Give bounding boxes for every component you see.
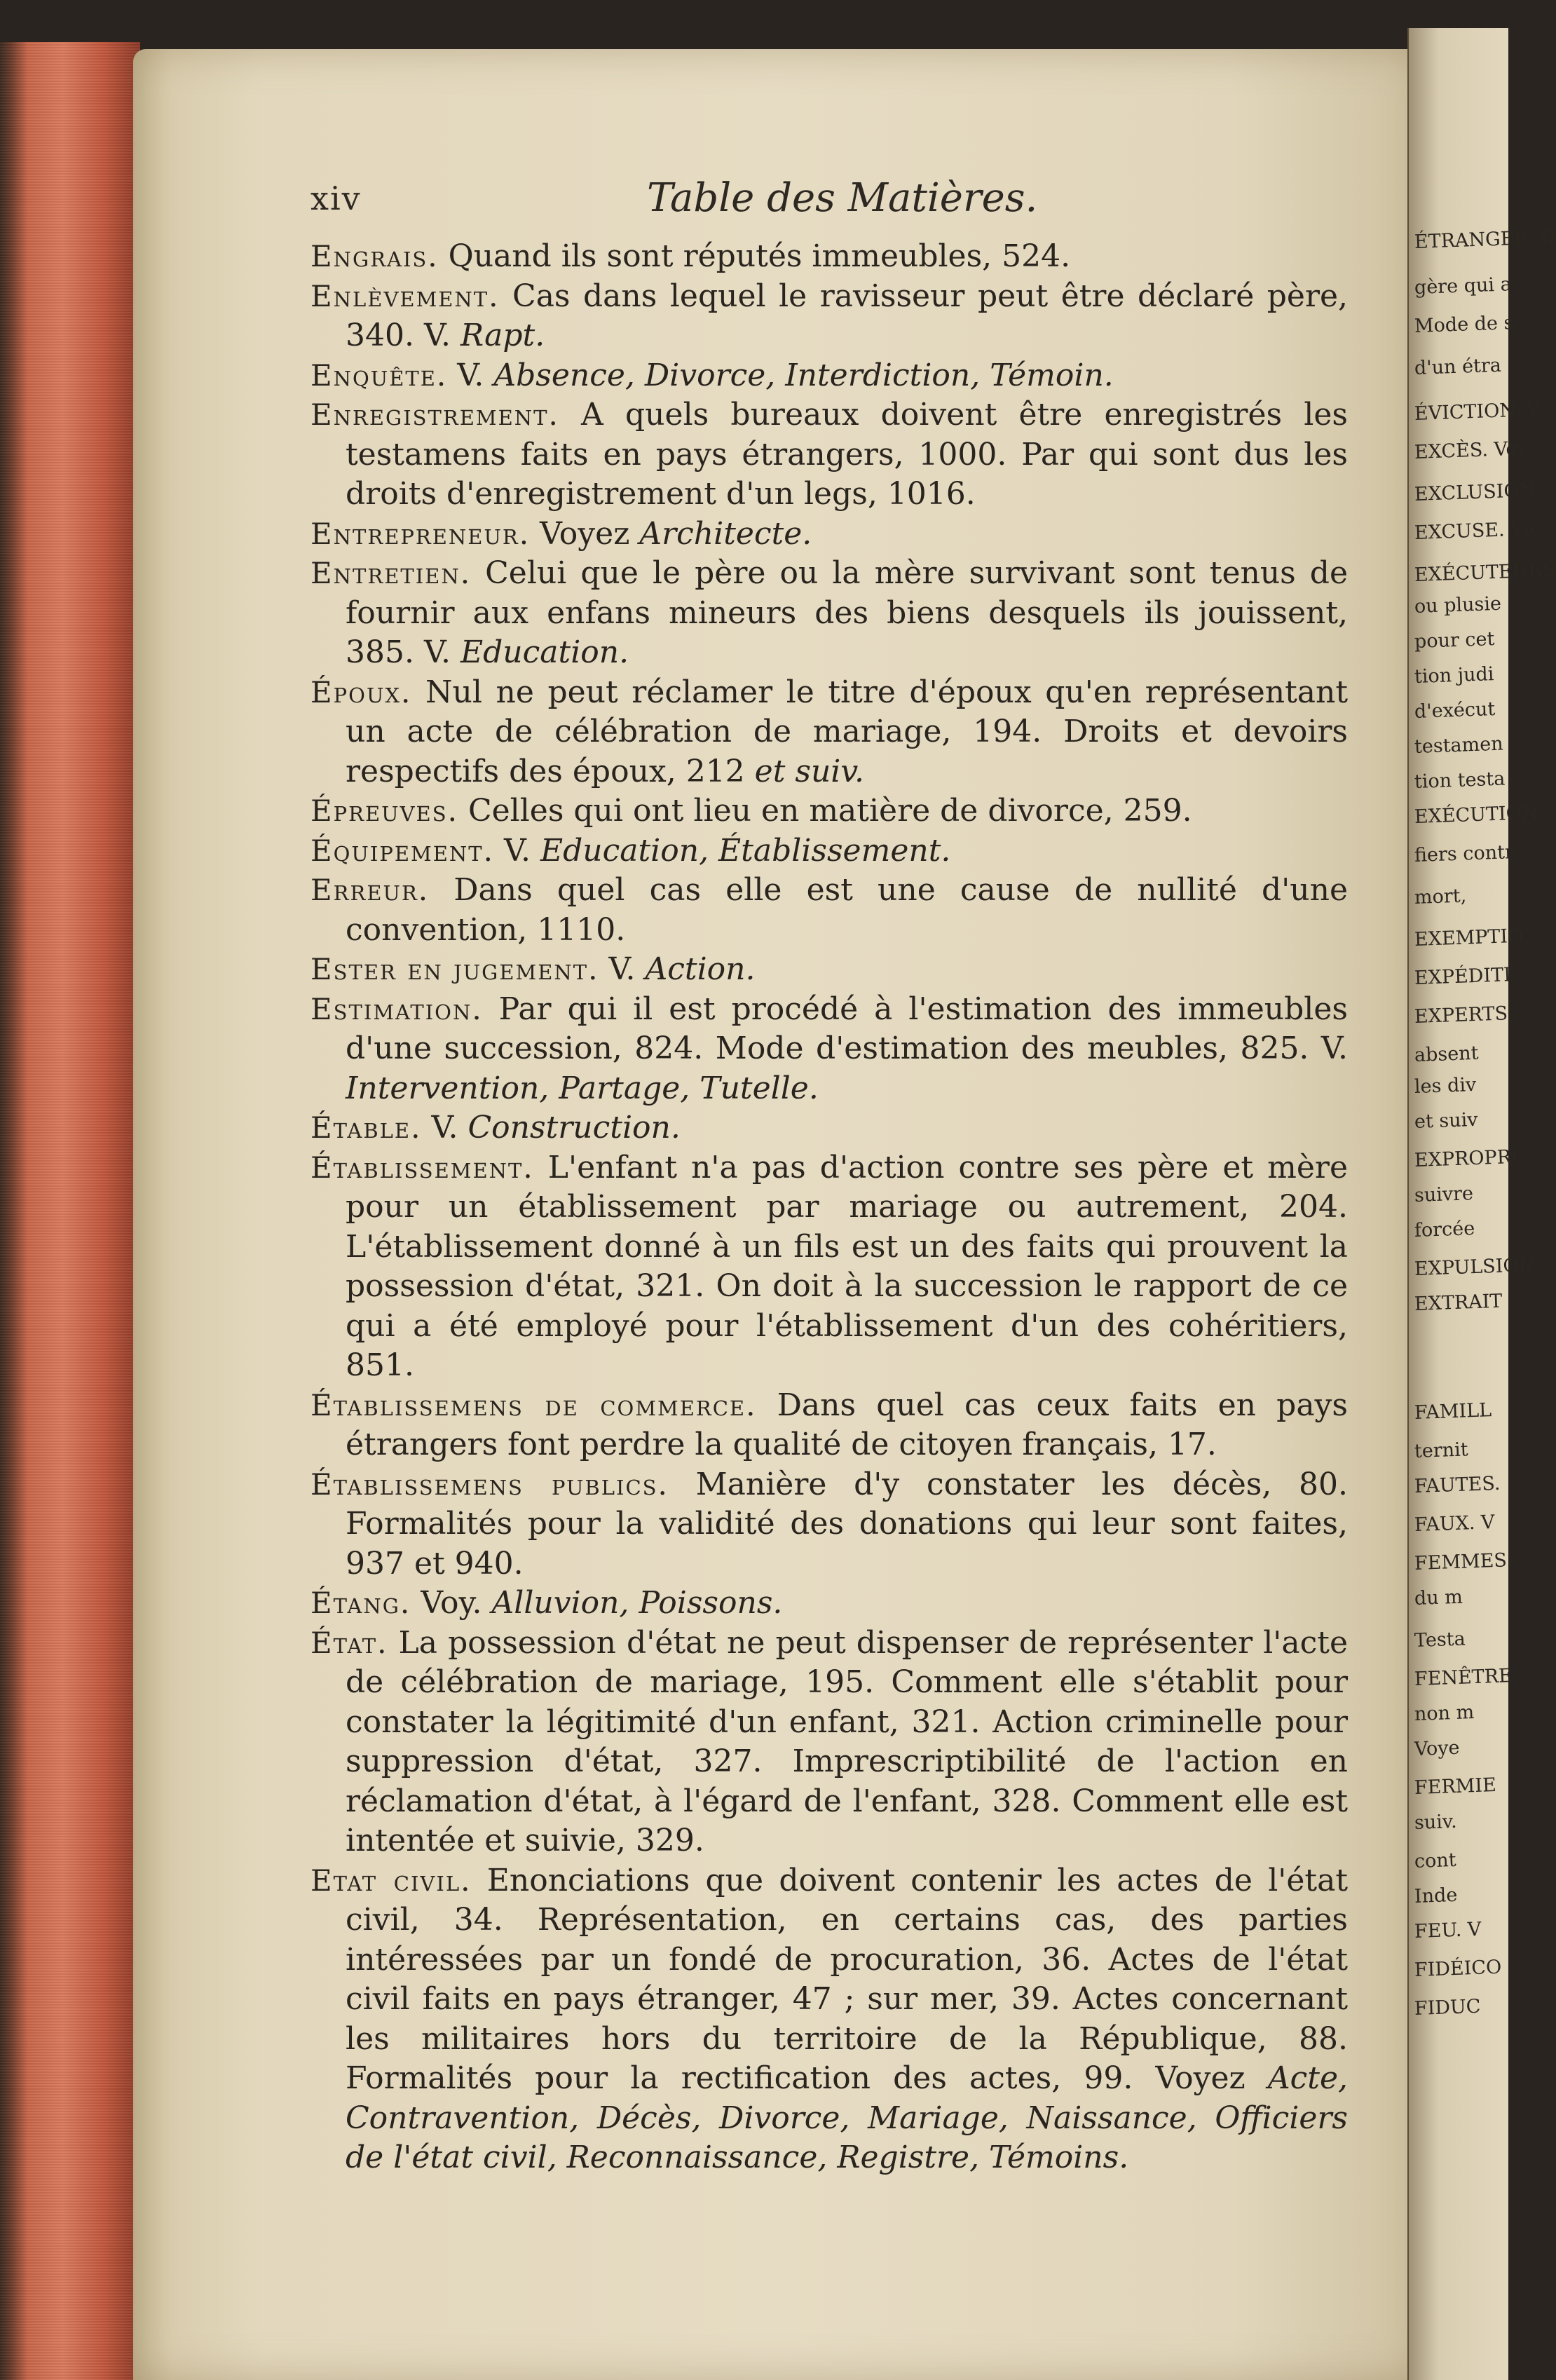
facing-page-fragment: tion judi bbox=[1414, 663, 1494, 688]
index-entry bbox=[310, 1861, 1348, 2178]
entry-text: La possession d'état ne peut dispenser de représenter l'acte de célébration de mariage, 195. Comment elle s'établit pour constater la légitimité d'un enfant, 321. Action criminelle pour suppression d'état, 327. Imprescriptibilité de l'action en réclamation d'état, à l'égard de l'enfant, 328. Comment elle est intentée et suivie, 329. bbox=[346, 1624, 1348, 1858]
facing-page-fragment: cont bbox=[1414, 1849, 1457, 1872]
folio-number: xiv bbox=[310, 179, 362, 217]
facing-page-fragment: FIDUC bbox=[1414, 1995, 1481, 2020]
facing-page-fragment: ou plusie bbox=[1414, 592, 1502, 618]
facing-page-fragment: FAUTES. bbox=[1414, 1472, 1501, 1497]
book-page-edges bbox=[0, 42, 140, 2380]
entry-heading: État. bbox=[310, 1625, 388, 1660]
entry-cross-reference: Construction. bbox=[468, 1110, 681, 1145]
entry-text: Dans quel cas elle est une cause de nullité d'une convention, 1110. bbox=[346, 872, 1348, 948]
facing-page-fragment: tion testa bbox=[1414, 768, 1506, 793]
facing-page-fragment: FERMIE bbox=[1414, 1774, 1497, 1799]
facing-page-fragment: EXCUSE. Vo bbox=[1414, 518, 1534, 544]
entry-cross-reference: Education, Établissement. bbox=[540, 832, 951, 869]
entry-heading: Entretien. bbox=[310, 556, 472, 590]
entry-text: Nul ne peut réclamer le titre d'époux qu'en représentant un acte de célébration de mariage, 194. Droits et devoirs respectifs des époux, 212 bbox=[346, 674, 1348, 789]
index-entry bbox=[310, 515, 1348, 555]
facing-page-fragment: Testa bbox=[1414, 1628, 1466, 1652]
index-entry bbox=[310, 791, 1348, 831]
entry-cross-reference: Absence, Divorce, Interdiction, Témoin. bbox=[493, 357, 1114, 393]
index-entry bbox=[310, 356, 1348, 396]
index-entry bbox=[310, 1624, 1348, 1861]
facing-page-fragment: FEU. V bbox=[1414, 1918, 1482, 1943]
entry-text: Celles qui ont lieu en matière de divorce, 259. bbox=[458, 793, 1192, 829]
facing-page bbox=[1409, 28, 1556, 2380]
entry-text: Dans quel cas ceux faits en pays étrangers font perdre la qualité de citoyen français, 17. bbox=[346, 1387, 1348, 1462]
entry-text: V. bbox=[447, 357, 494, 393]
facing-page-fragment: EXCLUSION. bbox=[1414, 479, 1541, 505]
entry-heading: Ester en jugement. bbox=[310, 952, 599, 986]
entry-text: A quels bureaux doivent être enregistrés les testamens faits en pays étrangers, 1000. Par qui sont dus les droits d'enregistrement d'un legs, 1016. bbox=[346, 397, 1348, 512]
entry-text: V. bbox=[493, 832, 540, 869]
entry-heading: Engrais. bbox=[310, 239, 439, 273]
index-entry bbox=[310, 1108, 1348, 1148]
entry-cross-reference: et suiv. bbox=[754, 753, 864, 789]
facing-page-fragment: d'un étra bbox=[1414, 354, 1502, 379]
entry-text: Manière d'y constater les décès, 80. Formalités pour la validité des donations qui leur sont faites, 937 et 940. bbox=[346, 1466, 1349, 1582]
entry-cross-reference: Intervention, Partage, Tutelle. bbox=[346, 1070, 819, 1106]
index-entries bbox=[310, 237, 1348, 2178]
facing-page-fragment: EXÉCUTEURS bbox=[1414, 559, 1556, 586]
facing-page-fragment: EXCÈS. Voy bbox=[1414, 437, 1529, 463]
facing-page-fragment: EXTRAIT bbox=[1414, 1290, 1503, 1315]
index-entry bbox=[310, 554, 1348, 673]
facing-page-fragment: pour cet bbox=[1414, 628, 1495, 653]
facing-page-fragment: EXPÉDITI bbox=[1414, 964, 1512, 989]
facing-page-fragment: Voye bbox=[1414, 1736, 1461, 1760]
entry-heading: Époux. bbox=[310, 674, 412, 709]
entry-text: Enonciations que doivent contenir les actes de l'état civil, 34. Représentation, en certains cas, des parties intéressées par un fondé de procuration, 36. Actes de l'état civil faits en pays étranger, 47 ; sur mer, 39. Actes concernant les militaires hors du territoire de la République, 88. Formalités pour la rectification des actes, 99. Voyez bbox=[346, 1862, 1349, 2096]
facing-page-fragment: Inde bbox=[1414, 1884, 1458, 1908]
facing-page-fragment: gère qui a bbox=[1414, 273, 1513, 299]
facing-page-fragment: EXPULSION bbox=[1414, 1253, 1536, 1280]
entry-heading: Estimation. bbox=[310, 991, 483, 1026]
index-entry bbox=[310, 673, 1348, 792]
index-entry bbox=[310, 1386, 1348, 1465]
facing-page-fragment: ÉTRANGER. D bbox=[1414, 226, 1556, 253]
index-entry bbox=[310, 1465, 1348, 1584]
entry-heading: Erreur. bbox=[310, 873, 430, 907]
entry-text: Celui que le père ou la mère survivant sont tenus de fournir aux enfans mineurs des biens desquels ils jouissent, 385. V. bbox=[346, 555, 1348, 670]
facing-page-fragment: EXPROPRI bbox=[1414, 1145, 1520, 1171]
entry-heading: Épreuves. bbox=[310, 794, 458, 828]
facing-page-fragment: FENÊTRE bbox=[1414, 1665, 1513, 1690]
entry-heading: Etat civil. bbox=[310, 1863, 472, 1898]
index-entry bbox=[310, 1584, 1348, 1624]
entry-text: V. bbox=[421, 1110, 468, 1145]
entry-text: Quand ils sont réputés immeubles, 524. bbox=[438, 238, 1071, 274]
entry-cross-reference: Education. bbox=[460, 634, 629, 670]
entry-heading: Établissemens de commerce. bbox=[310, 1387, 757, 1422]
entry-cross-reference: Rapt. bbox=[460, 318, 545, 353]
facing-page-fragment: FAMILL bbox=[1414, 1399, 1492, 1424]
index-entry bbox=[310, 277, 1348, 356]
entry-heading: Enregistrement. bbox=[310, 397, 559, 432]
entry-heading: Équipement. bbox=[310, 833, 494, 868]
facing-page-fragment: FIDÉICO bbox=[1414, 1956, 1502, 1981]
index-entry bbox=[310, 237, 1348, 277]
page-header bbox=[310, 175, 1292, 224]
facing-page-fragment: EXÉCUTION bbox=[1414, 801, 1538, 828]
facing-page-fragment: absent bbox=[1414, 1042, 1479, 1066]
entry-text: Cas dans lequel le ravisseur peut être déclaré père, 340. V. bbox=[346, 278, 1348, 353]
facing-page-fragment: et suiv bbox=[1414, 1108, 1479, 1133]
index-entry bbox=[310, 395, 1348, 515]
facing-page-fragment: d'exécut bbox=[1414, 698, 1496, 723]
facing-page-fragment: ternit bbox=[1414, 1439, 1469, 1462]
facing-page-fragment: EXPERTS. bbox=[1414, 1002, 1514, 1028]
index-entry bbox=[310, 990, 1348, 1109]
entry-text: Voyez bbox=[530, 515, 640, 552]
entry-cross-reference: Alluvion, Poissons. bbox=[491, 1585, 783, 1621]
entry-cross-reference: Action. bbox=[645, 951, 756, 987]
index-entry bbox=[310, 871, 1348, 950]
entry-text: L'enfant n'a pas d'action contre ses père et mère pour un établissement par mariage ou autrement, 204. L'établissement donné à un fils est un des faits qui prouvent la possession d'état, 321. On doit à la succession le rapport de ce qui a été employé pour l'établissement d'un des cohéritiers, 851. bbox=[346, 1149, 1348, 1383]
facing-page-fragment: du m bbox=[1414, 1586, 1463, 1610]
entry-heading: Enquête. bbox=[310, 358, 448, 393]
facing-page-fragment: FAUX. V bbox=[1414, 1511, 1496, 1536]
entry-text: Par qui il est procédé à l'estimation des immeubles d'une succession, 824. Mode d'estimation des meubles, 825. V. bbox=[346, 991, 1348, 1066]
entry-heading: Étable. bbox=[310, 1110, 422, 1145]
index-entry bbox=[310, 831, 1348, 871]
facing-page-fragment: les div bbox=[1414, 1073, 1477, 1098]
entry-text: V. bbox=[599, 951, 646, 987]
index-entry bbox=[310, 950, 1348, 990]
entry-heading: Établissement. bbox=[310, 1150, 534, 1185]
facing-page-fragment: EXEMPTIO bbox=[1414, 925, 1524, 951]
facing-page-fragment: FEMMES. bbox=[1414, 1549, 1513, 1575]
entry-cross-reference: Acte, Contravention, Décès, Divorce, Mariage, Naissance, Officiers de l'état civil, Reconnaissance, Registre, Témoins. bbox=[346, 2060, 1348, 2175]
facing-page-fragment: mort, bbox=[1414, 885, 1467, 909]
facing-page-fragment: suiv. bbox=[1414, 1810, 1458, 1834]
facing-page-fragment: Mode de s bbox=[1414, 312, 1514, 337]
entry-cross-reference: Architecte. bbox=[639, 515, 812, 552]
facing-page-fragment: non m bbox=[1414, 1701, 1475, 1725]
entry-heading: Enlèvement. bbox=[310, 278, 500, 313]
facing-page-fragment: ÉVICTION. V bbox=[1414, 398, 1541, 425]
facing-page-fragment: fiers contr bbox=[1414, 841, 1515, 866]
facing-page-fragment: suivre bbox=[1414, 1183, 1474, 1206]
facing-page-fragment: testamen bbox=[1414, 733, 1504, 758]
index-entry bbox=[310, 1148, 1348, 1386]
entry-heading: Entrepreneur. bbox=[310, 516, 531, 551]
facing-page-fragment: forcée bbox=[1414, 1217, 1475, 1242]
entry-heading: Étang. bbox=[310, 1586, 411, 1620]
entry-text: Voy. bbox=[411, 1585, 492, 1621]
running-title: Table des Matières. bbox=[647, 175, 1038, 221]
entry-heading: Établissemens publics. bbox=[310, 1467, 669, 1502]
